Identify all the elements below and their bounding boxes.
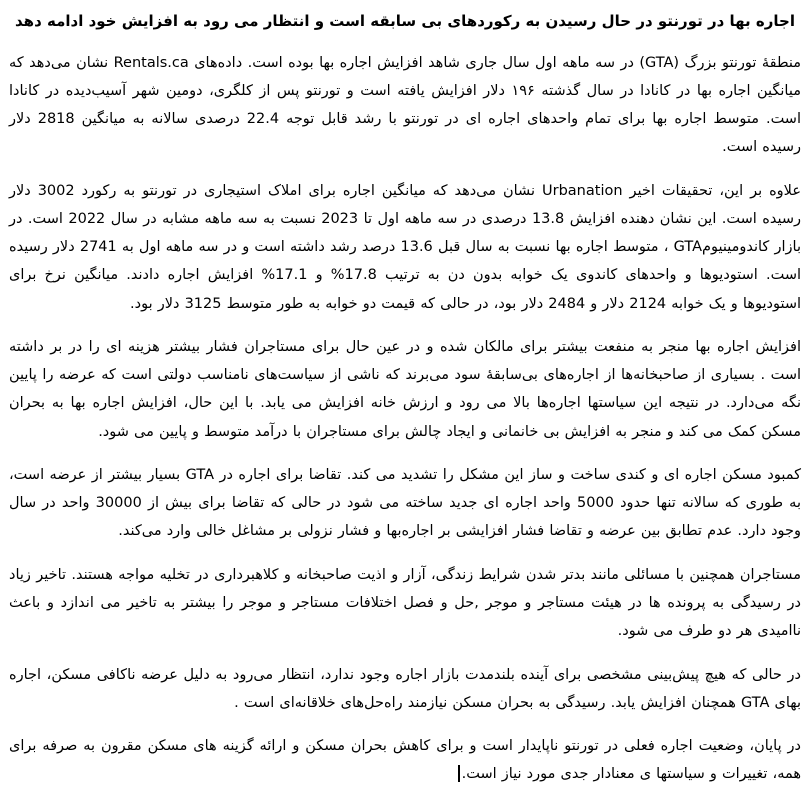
paragraph-conclusion-text: در پایان، وضعیت اجاره فعلی در تورنتو ناپایدار است و برای کاهش بحران مسکن و ارائه گزینه های مسکن مقرون به صرفه برای همه، تغییرات و سیاستها ی معنادار جدی مورد نیاز است. (9, 738, 801, 783)
paragraph-conclusion[interactable] (9, 732, 801, 789)
paragraph-landlord-tenant-impact[interactable]: افزایش اجاره بها منجر به منفعت بیشتر برای مالکان شده و در عین حال برای مستاجران فشار بیشتر هزینه ای را در بر داشته است . بسیاری از صاحبخانه‌ها از اجاره‌های بی‌سابقهٔ سود می‌برند که ناشی از سیاست‌های نامناسب دولتی است که عرضه را پایین نگه می‌دارد. در نتیجه این سیاستها اجاره‌ها بالا می رود و ارزش خانه افزایش می یابد. با این حال، افزایش اجاره بها به بحران مسکن کمک می کند و منجر به افزایش بی خانمانی و ایجاد چالش برای مستاجران با درآمد متوسط و پایین می شود. (9, 338, 801, 440)
paragraph-urbanation-stats[interactable]: علاوه بر این، تحقیقات اخیر Urbanation نشان می‌دهد که میانگین اجاره برای املاک استیجاری در تورنتو به رکورد 3002 دلار رسیده است. این نشان دهنده افزایش 13.8 درصدی در سه ماهه اول تا 2023 نسبت به سه ماهه مشابه در سال 2022 است. در بازار کاندومینیومGTA ، متوسط اجاره بها نسبت به سال قبل 13.6 درصد رشد داشته است و در سه ماهه اول به 2741 دلار رسیده است. استودیوها و واحدهای کاندوی یک خوابه بدون دن به ترتیب 17.8% و 17.1% افزایش اجاره دادند. میانگین نرخ برای استودیوها و یک خوابه 2124 دلار و 2484 دلار بود، در حالی که قیمت دو خوابه به طور متوسط 3125 دلار بود. (9, 182, 802, 312)
document-title[interactable]: اجاره بها در تورنتو در حال رسیدن به رکوردهای بی سابقه است و انتظار می رود به افزایش خود ادامه دهد (15, 12, 795, 30)
paragraph-tenant-issues[interactable]: مستاجران همچنین با مسائلی مانند بدتر شدن شرایط زندگی، آزار و اذیت صاحبخانه و کلاهبرداری در تخلیه مواجه هستند. تاخیر زیاد در رسیدگی به پرونده ها در هیئت مستاجر و موجر ,حل و فصل اختلافات مستاجر و موجر را بیشتر به تاخیر می اندازد و باعث ناامیدی هر دو طرف می شود. (9, 566, 801, 640)
paragraph-future-outlook[interactable]: در حالی که هیچ پیش‌بینی مشخصی برای آینده بلندمدت بازار اجاره وجود ندارد، انتظار می‌رود به دلیل عرضه ناکافی مسکن، اجاره بهای GTA همچنان افزایش یابد. رسیدگی به بحران مسکن نیازمند راه‌حل‌های خلاقانه‌ای است . (9, 666, 801, 711)
paragraph-gta-overview[interactable]: منطقهٔ تورنتو بزرگ (GTA) در سه ماهه اول سال جاری شاهد افزایش اجاره بها بوده است. داده‌های Rentals.ca نشان می‌دهد که میانگین اجاره بها در کانادا در سال گذشته ۱۹۶ دلار افزایش یافته است و تورنتو پس از کلگری، دومین شهر آسیب‌دیده در کانادا است. متوسط اجاره بها برای تمام واحدهای اجاره ای در تورنتو با رشد قابل توجه 22.4 درصدی سالانه به میانگین 2818 دلار رسیده است. (9, 54, 801, 156)
text-cursor (458, 765, 460, 782)
paragraph-supply-shortage[interactable]: کمبود مسکن اجاره ای و کندی ساخت و ساز این مشکل را تشدید می کند. تقاضا برای اجاره در GTA بسیار بیشتر از عرضه است، به طوری که سالانه تنها حدود 5000 واحد اجاره ای جدید ساخته می شود در حالی که تقاضا برای بیش از 30000 واحد در سال وجود دارد. عدم تطابق بین عرضه و تقاضا فشار افزایشی بر اجاره‌بها و فشار نزولی بر مشاغل خالی وارد می‌کند. (9, 466, 801, 540)
